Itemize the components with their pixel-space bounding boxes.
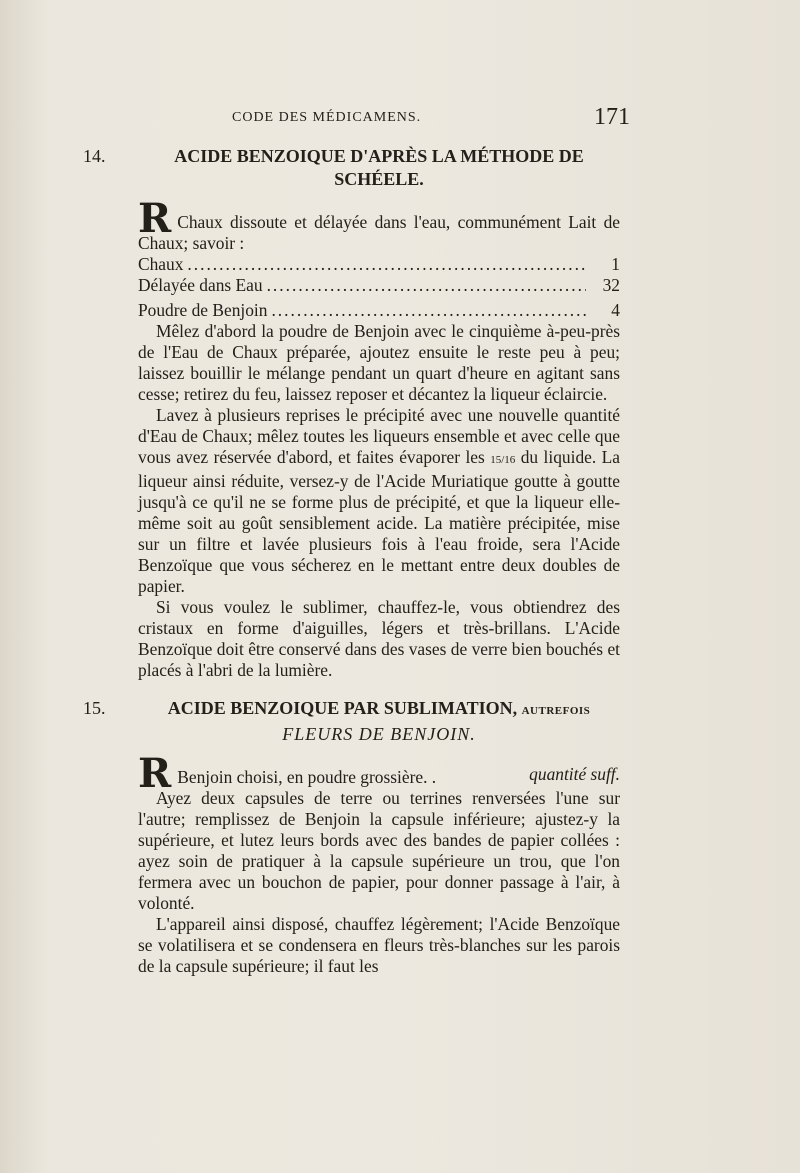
ingredient-name: Délayée dans Eau: [138, 275, 263, 295]
ingredient-quantity: 4: [611, 300, 620, 320]
ingredient-quantity: 1: [611, 254, 620, 274]
ingredient-row: [138, 300, 620, 321]
recipe-quantity: quantité suff.: [529, 764, 620, 784]
recipe-symbol: R: [138, 750, 172, 797]
leader-dots: [271, 300, 586, 321]
ingredient-quantity: 32: [602, 275, 620, 295]
section-15-heading: [83, 697, 620, 746]
section-14-heading: [83, 145, 620, 191]
recipe-intro-text: Chaux dissoute et délayée dans l'eau, communément Lait de Chaux; savoir :: [138, 212, 620, 253]
page-number: 171: [594, 104, 630, 130]
leader-dots: [187, 254, 586, 275]
section-14-number: 14.: [83, 146, 106, 166]
paragraph-2-start: Lavez à plusieurs reprises le précipité avec une nouvelle quantité d'Eau de Chaux; mêlez toutes les liqueurs ensemble et avec celle que vous avez réservée d'abord, et faites évaporer les: [138, 405, 620, 467]
section-14-paragraph-3: Si vous voulez le sublimer, chauffez-le, vous obtiendrez des cristaux en forme d'aiguilles, légers et très-brillans. L'Acide Benzoïque doit être conservé dans des vases de verre bien bouchés et placés à l'abri de la lumière.: [138, 597, 620, 680]
section-14-paragraph-2: [138, 405, 620, 597]
section-14-paragraph-1: Mêlez d'abord la poudre de Benjoin avec le cinquième à-peu-près de l'Eau de Chaux préparée, ajoutez ensuite le reste peu à peu; laissez bouillir le mélange pendant un quart d'heure en agitant sans cesse; retirez du feu, laissez reposer et décantez la liqueur éclaircie.: [138, 321, 620, 404]
section-15-paragraph-1: Ayez deux capsules de terre ou terrines renversées l'une sur l'autre; remplissez de Benjoin la capsule inférieure; ajustez-y la supérieure, et lutez leurs bords avec des bandes de papier collées : ayez soin de pratiquer à la capsule supérieure un trou, que l'on fermera avec un bouchon de papier, pour donner passage à l'air, à volonté.: [138, 788, 620, 913]
section-15-title-main: ACIDE BENZOIQUE PAR SUBLIMATION,: [167, 698, 518, 718]
section-15-title-italic: FLEURS DE BENJOIN.: [282, 724, 476, 744]
recipe-item: Benjoin choisi, en poudre grossière. .: [177, 767, 437, 787]
section-14-title-line2: SCHÉELE.: [334, 169, 424, 189]
ingredient-row: [138, 254, 620, 275]
section-15-recipe: [138, 750, 620, 797]
section-15-paragraph-2: L'appareil ainsi disposé, chauffez légèrement; l'Acide Benzoïque se volatilisera et se condensera en fleurs très-blanches sur les parois de la capsule supérieure; il faut les: [138, 914, 620, 976]
recipe-symbol: R: [138, 195, 172, 242]
section-14-recipe-intro: [138, 195, 620, 254]
page-content: [83, 145, 620, 977]
section-15-number: 15.: [83, 698, 106, 718]
fraction: 15/16: [490, 454, 516, 466]
page-header: [110, 104, 630, 132]
section-14-title-line1: ACIDE BENZOIQUE D'APRÈS LA MÉTHODE DE: [174, 146, 584, 166]
ingredient-name: Chaux: [138, 254, 184, 274]
paragraph-2-end: du liquide. La liqueur ainsi réduite, versez-y de l'Acide Muriatique goutte à goutte jusqu'à ce qu'il ne se forme plus de précipité, et que la liqueur elle-même soit au goût sensiblement acide. La matière précipitée, mise sur un filtre et lavée plusieurs fois à l'eau froide, sera l'Acide Benzoïque que vous sécherez en le mettant entre deux doubles de papier.: [138, 447, 620, 596]
ingredient-row: [138, 275, 620, 296]
running-title: CODE DES MÉDICAMENS.: [232, 110, 422, 125]
leader-dots: [267, 275, 586, 296]
ingredient-name: Poudre de Benjoin: [138, 300, 268, 320]
section-15-title-sub: AUTREFOIS: [521, 705, 591, 717]
